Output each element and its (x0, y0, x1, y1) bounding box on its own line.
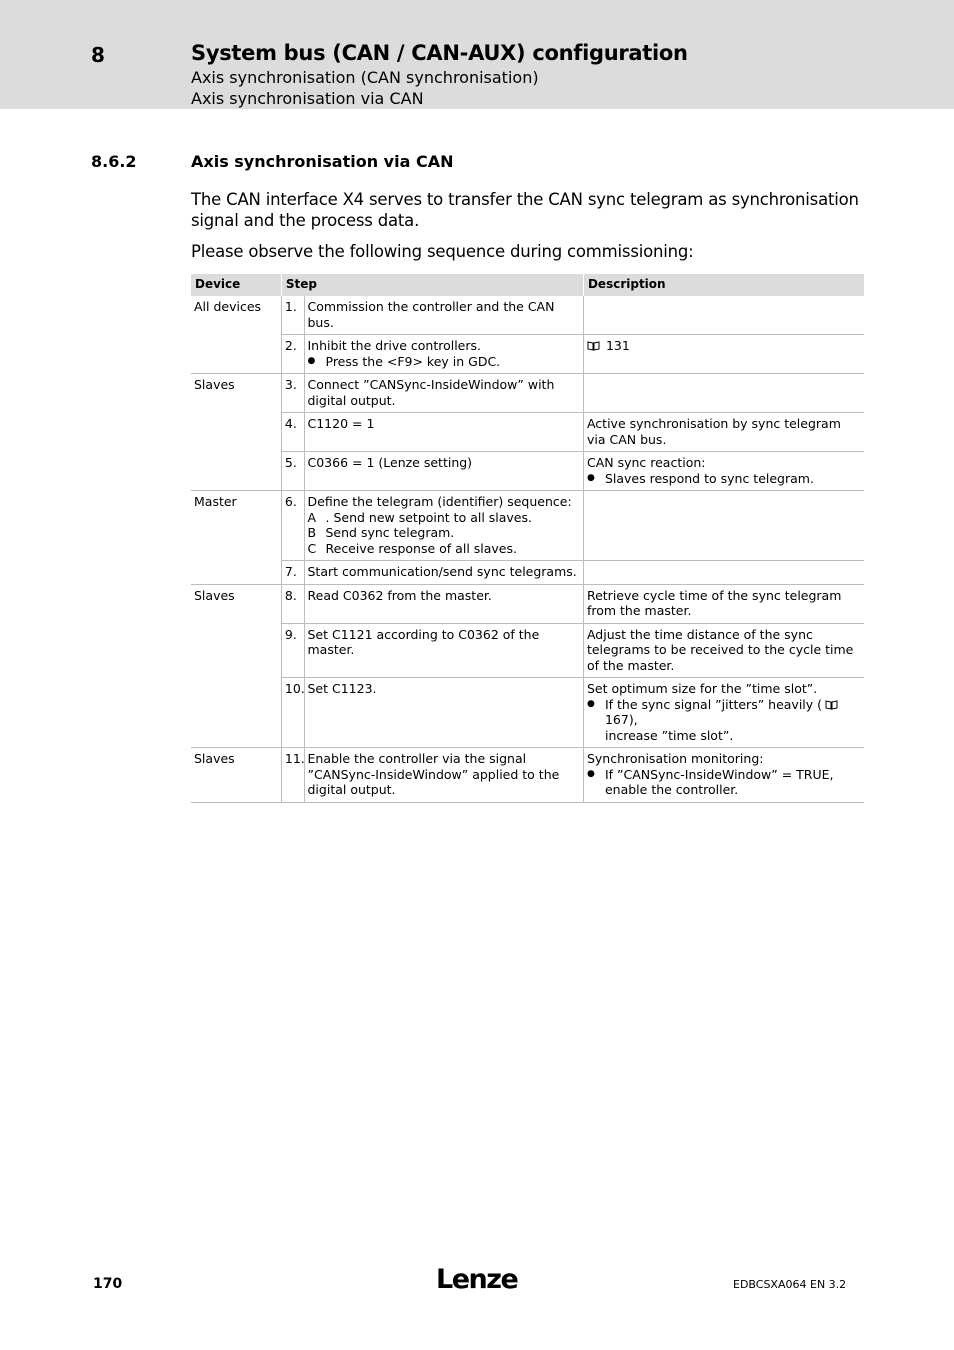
description-bullet-text: If the sync signal ”jitters” heavily (167), increase ”time slot”. (605, 697, 861, 744)
book-reference-icon (825, 700, 838, 710)
step-description (583, 335, 864, 374)
step-text: C1120 = 1 (304, 413, 583, 452)
step-text: Read C0362 from the master. (304, 584, 583, 623)
description-main-text: Synchronisation monitoring: (586, 751, 764, 766)
page-number: 170 (93, 1276, 123, 1292)
header-device: Device (191, 274, 281, 296)
header-description: Description (583, 274, 864, 296)
step-text: Enable the controller via the signal ”CANSync-InsideWindow” applied to the digital output. (304, 748, 583, 803)
description-bullet-text: Slaves respond to sync telegram. (604, 470, 814, 486)
intro-paragraph: The CAN interface X4 serves to transfer the CAN sync telegram as synchronisation signal and the process data. (191, 190, 859, 230)
table-row (191, 491, 864, 561)
device-cell: Slaves (191, 374, 281, 491)
step-description: Active synchronisation by sync telegram via CAN bus. (583, 413, 864, 452)
step-text: Set C1121 according to C0362 of the master. (304, 623, 583, 678)
step-number: 5. (281, 452, 304, 491)
section-title: Axis synchronisation via CAN (191, 152, 454, 171)
table-row (191, 748, 864, 803)
table-row (191, 623, 864, 678)
table-row (191, 678, 864, 748)
step-number: 8. (281, 584, 304, 623)
table-row (191, 413, 864, 452)
description-bullet (587, 697, 861, 744)
bullet-icon: ● (586, 472, 595, 483)
sub-step (308, 541, 580, 557)
chapter-subtitle-1: Axis synchronisation (CAN synchronisation) (191, 68, 539, 87)
header-step: Step (281, 274, 583, 296)
step-description (583, 748, 864, 803)
commissioning-sequence-table (191, 274, 864, 803)
step-bullet-text: Press the <F9> key in GDC. (325, 353, 501, 369)
table-row (191, 452, 864, 491)
table-row (191, 374, 864, 413)
step-description (583, 452, 864, 491)
step-text: Set C1123. (304, 678, 583, 748)
chapter-title: System bus (CAN / CAN-AUX) configuration (191, 41, 688, 65)
table-header-row (191, 274, 864, 296)
step-number: 7. (281, 561, 304, 585)
table-row (191, 584, 864, 623)
step-number: 6. (281, 491, 304, 561)
step-number: 11. (281, 748, 304, 803)
step-text: Commission the controller and the CAN bus. (304, 296, 583, 335)
step-number: 2. (281, 335, 304, 374)
step-text (304, 491, 583, 561)
document-id: EDBCSXA064 EN 3.2 (733, 1278, 847, 1291)
step-main-text: Inhibit the drive controllers. (307, 338, 481, 353)
device-cell: Slaves (191, 584, 281, 748)
description-bullet (587, 471, 861, 487)
description-main-text: Set optimum size for the ”time slot”. (586, 681, 818, 696)
table-row (191, 296, 864, 335)
sub-step-label: B (307, 525, 317, 540)
step-description (583, 374, 864, 413)
table-row (191, 561, 864, 585)
sub-step-text: Receive response of all slaves. (325, 540, 517, 556)
step-number: 4. (281, 413, 304, 452)
step-number: 1. (281, 296, 304, 335)
chapter-subtitle-2: Axis synchronisation via CAN (191, 89, 424, 108)
bullet-icon: ● (586, 698, 595, 709)
step-description (583, 561, 864, 585)
step-bullet (308, 354, 580, 370)
sub-step-text: Send sync telegram. (325, 525, 455, 540)
device-cell: Slaves (191, 748, 281, 803)
step-text: C0366 = 1 (Lenze setting) (304, 452, 583, 491)
description-bullet-text: If ”CANSync-InsideWindow” = TRUE, enable the controller. (604, 766, 834, 797)
page-reference: 131 (605, 338, 630, 353)
step-number: 10. (281, 678, 304, 748)
lenze-logo: Lenze (436, 1264, 518, 1295)
sub-step-text: . Send new setpoint to all slaves. (325, 509, 532, 525)
step-description (583, 678, 864, 748)
device-cell: Master (191, 491, 281, 585)
step-description: Retrieve cycle time of the sync telegram from the master. (583, 584, 864, 623)
book-reference-icon (587, 341, 600, 351)
description-bullet (587, 767, 861, 798)
section-number: 8.6.2 (91, 152, 137, 171)
sub-step-label: C (307, 540, 317, 556)
table-row (191, 335, 864, 374)
sub-step (308, 525, 580, 541)
sub-step (308, 510, 580, 526)
description-main-text: CAN sync reaction: (586, 455, 706, 470)
bullet-icon: ● (307, 355, 316, 366)
step-description: Adjust the time distance of the sync telegrams to be received to the cycle time of the master. (583, 623, 864, 678)
bullet-icon: ● (586, 768, 595, 779)
sub-step-label: A (307, 509, 317, 525)
step-number: 3. (281, 374, 304, 413)
device-cell: All devices (191, 296, 281, 374)
step-description (583, 296, 864, 335)
chapter-number: 8 (91, 43, 105, 67)
step-description (583, 491, 864, 561)
step-number: 9. (281, 623, 304, 678)
step-text: Connect ”CANSync-InsideWindow” with digital output. (304, 374, 583, 413)
sequence-intro-paragraph: Please observe the following sequence during commissioning: (191, 242, 694, 261)
step-text: Start communication/send sync telegrams. (304, 561, 583, 585)
step-main-text: Define the telegram (identifier) sequence: (307, 494, 572, 509)
step-text (304, 335, 583, 374)
